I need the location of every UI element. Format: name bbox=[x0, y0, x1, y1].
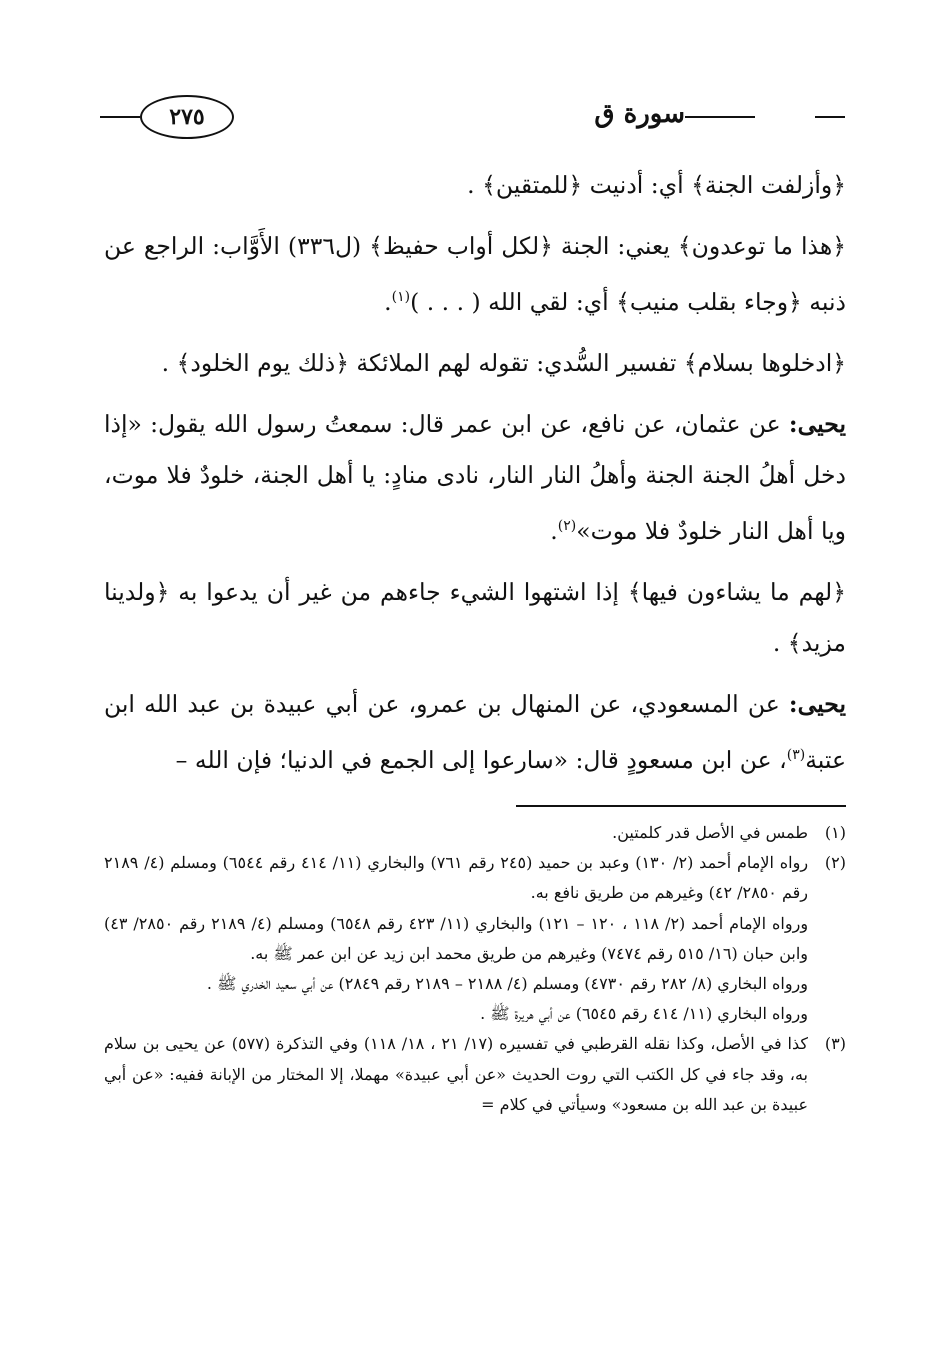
paragraph-2 bbox=[104, 221, 846, 328]
page-header bbox=[100, 95, 845, 139]
header-rule-right bbox=[815, 116, 845, 118]
footnote-number: (٣) bbox=[824, 1034, 846, 1054]
footnote-text bbox=[104, 848, 808, 908]
footnote-ref-2[interactable]: (٢) bbox=[557, 517, 577, 534]
footnote-text: كذا في الأصل، وكذا نقله القرطبي في تفسيره (١٧/ ٢١ ، ١٨/ ١١٨) وفي التذكرة (٥٧٧) عن يحيى بن سلام به، وقد جاء في كل الكتب التي روت الحديث «عن أبي عبيدة» مهملا، إلا المختار من الإبانة ففيه: «عن أبي عبيدة بن عبد الله بن مسعود» وسيأتي في كلام = bbox=[104, 1034, 809, 1114]
footnote-2-part-d: ورواه البخاري (١١/ ٤١٤ رقم ٦٥٤٥) عن أبي هريرة ﷺ . bbox=[480, 1004, 808, 1024]
running-title bbox=[594, 99, 685, 129]
footnote-3 bbox=[104, 1029, 846, 1120]
footnote-text: طمس في الأصل قدر كلمتين. bbox=[612, 823, 808, 842]
paragraph-4-text: عن عثمان، عن نافع، عن ابن عمر قال: سمعتُ رسول الله يقول: «إذا دخل أهلُ الجنة الجنة وأهلُ النار النار، نادى منادٍ: يا أهل الجنة، خلودٌ فلا موت، ويا أهل النار خلودٌ فلا موت» bbox=[104, 409, 846, 545]
footnote-2-part-b: ورواه الإمام أحمد (٢/ ١١٨ ، ١٢٠ – ١٢١) والبخاري (١١/ ٤٢٣ رقم ٦٥٤٨) ومسلم (٤/ ٢١٨٩ رقم ٢٨٥٠/ ٤٣) وابن حبان (١٦/ ٥١٥ رقم ٧٤٧٤) وغيرهم من طريق محمد ابن زيد عن ابن عمر ﷺ به. bbox=[104, 913, 809, 963]
paragraph-3: ﴿ادخلوها بسلام﴾ تفسير السُّدي: تقوله لهم الملائكة ﴿ذلك يوم الخلود﴾ . bbox=[161, 348, 846, 377]
paragraph-6-text-b: ، عن ابن مسعودٍ قال: «سارعوا إلى الجمع في الدنيا؛ فإن الله – bbox=[175, 745, 787, 774]
paragraph-4 bbox=[104, 399, 846, 557]
paragraph-1: ﴿وأزلفت الجنة﴾ أي: أدنيت ﴿للمتقين﴾ . bbox=[467, 171, 846, 199]
header-rule-left bbox=[100, 116, 140, 118]
footnote-separator bbox=[516, 805, 846, 807]
footnote-2-part-a: رواه الإمام أحمد (٢/ ١٣٠) وعبد بن حميد (٢٤٥ رقم ٧٦١) والبخاري (١١/ ٤١٤ رقم ٦٥٤٤) ومسلم (٤/ ٢١٨٩ رقم ٢٨٥٠/ ٤٢) وغيرهم من طريق نافع به. bbox=[104, 853, 809, 903]
running-title-text: سورة ق bbox=[594, 99, 685, 129]
page-number-oval bbox=[140, 95, 234, 139]
paragraph-4-end: . bbox=[550, 516, 558, 545]
footnote-number: (٢) bbox=[824, 853, 846, 873]
main-text bbox=[104, 160, 846, 795]
footnote-ref-1[interactable]: (١) bbox=[391, 289, 411, 305]
speaker-label: يحيى: bbox=[788, 409, 846, 438]
paragraph-5: ﴿لهم ما يشاءون فيها﴾ إذا اشتهوا الشيء جاءهم من غير أن يدعوا به ﴿ولدينا مزيد﴾ . bbox=[104, 577, 846, 657]
paragraph-2-end: . bbox=[384, 287, 392, 316]
footnote-1 bbox=[104, 818, 846, 848]
footnotes bbox=[104, 818, 846, 1120]
footnote-number: (١) bbox=[824, 823, 846, 842]
paragraph-6-text-a: عن المسعودي، عن المنهال بن عمرو، عن أبي عبيدة بن عبد الله ابن عتبة bbox=[104, 689, 846, 774]
paragraph-6 bbox=[104, 679, 846, 786]
footnote-2 bbox=[104, 848, 846, 908]
header-rule-middle bbox=[685, 116, 755, 118]
paragraph-2-text: ﴿هذا ما توعدون﴾ يعني: الجنة ﴿لكل أواب حفيظ﴾ (ل٣٣٦) الأَوَّاب: الراجع عن ذنبه ﴿وجاء بقلب منيب﴾ أي: لقي الله ( . . . ) bbox=[104, 232, 847, 316]
speaker-label: يحيى: bbox=[788, 689, 846, 718]
footnote-ref-3[interactable]: (٣) bbox=[786, 746, 806, 763]
footnote-2-part-c: ورواه البخاري (٨/ ٢٨٢ رقم ٤٧٣٠) ومسلم (٤/ ٢١٨٨ – ٢١٨٩ رقم ٢٨٤٩) عن أبي سعيد الخدري ﷺ . bbox=[206, 974, 808, 994]
page-number: ٢٧٥ bbox=[169, 104, 205, 130]
